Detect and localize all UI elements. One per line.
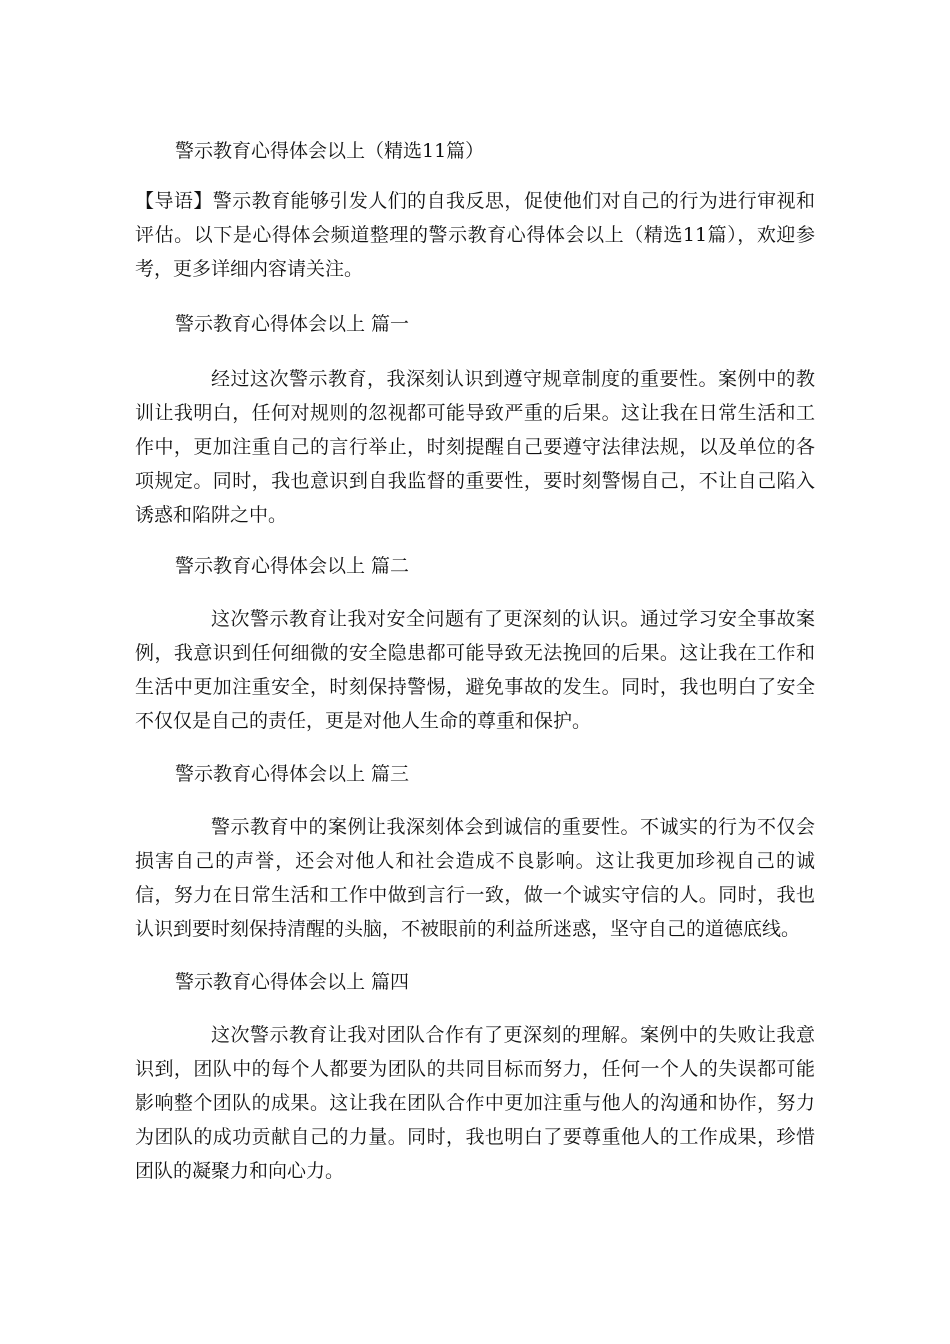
section-heading-3: 警示教育心得体会以上 篇三 xyxy=(175,763,410,785)
section-body-1: 经过这次警示教育，我深刻认识到遵守规章制度的重要性。案例中的教训让我明白，任何对规则的忽视都可能导致严重的后果。这让我在日常生活和工作中，更加注重自己的言行举止，时刻提醒自己要遵守法律法规，以及单位的各项规定。同时，我也意识到自我监督的重要性，要时刻警惕自己，不让自己陷入诱惑和陷阱之中。 xyxy=(135,368,815,526)
section-heading-2: 警示教育心得体会以上 篇二 xyxy=(175,555,410,577)
section-heading-1: 警示教育心得体会以上 篇一 xyxy=(175,313,410,335)
intro-paragraph: 【导语】警示教育能够引发人们的自我反思，促使他们对自己的行为进行审视和评估。以下是心得体会频道整理的警示教育心得体会以上（精选11篇），欢迎参考，更多详细内容请关注。 xyxy=(135,190,815,280)
section-body-4: 这次警示教育让我对团队合作有了更深刻的理解。案例中的失败让我意识到，团队中的每个人都要为团队的共同目标而努力，任何一个人的失误都可能影响整个团队的成果。这让我在团队合作中更加注重与他人的沟通和协作，努力为团队的成功贡献自己的力量。同时，我也明白了要尊重他人的工作成果，珍惜团队的凝聚力和向心力。 xyxy=(135,1024,815,1182)
document-title: 警示教育心得体会以上（精选11篇） xyxy=(175,140,485,162)
section-body-3: 警示教育中的案例让我深刻体会到诚信的重要性。不诚实的行为不仅会损害自己的声誉，还会对他人和社会造成不良影响。这让我更加珍视自己的诚信，努力在日常生活和工作中做到言行一致，做一个诚实守信的人。同时，我也认识到要时刻保持清醒的头脑，不被眼前的利益所迷惑，坚守自己的道德底线。 xyxy=(135,816,815,940)
section-body-2: 这次警示教育让我对安全问题有了更深刻的认识。通过学习安全事故案例，我意识到任何细微的安全隐患都可能导致无法挽回的后果。这让我在工作和生活中更加注重安全，时刻保持警惕，避免事故的发生。同时，我也明白了安全不仅仅是自己的责任，更是对他人生命的尊重和保护。 xyxy=(135,608,815,732)
section-heading-4: 警示教育心得体会以上 篇四 xyxy=(175,971,410,993)
